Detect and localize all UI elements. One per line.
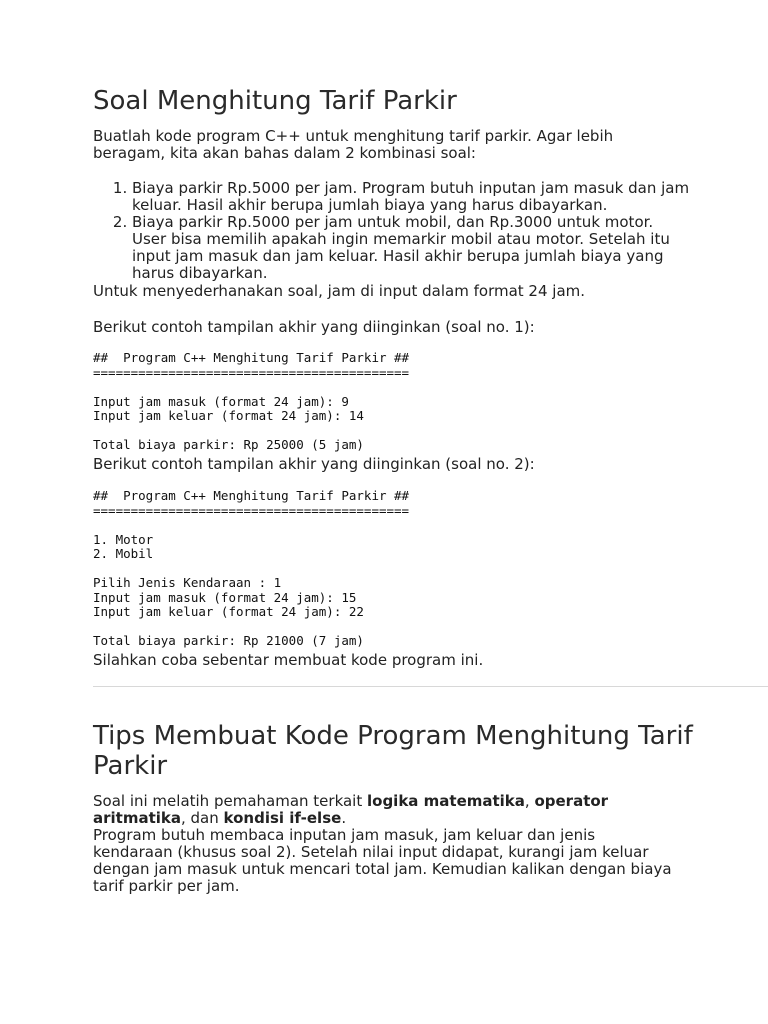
section-divider: [93, 686, 768, 687]
example2-intro: Berikut contoh tampilan akhir yang diinginkan (soal no. 2):: [93, 455, 535, 473]
tips-paragraph: [93, 793, 678, 895]
tips-bold-logika: logika matematika: [367, 792, 525, 810]
simplify-paragraph: Untuk menyederhanakan soal, jam di input dalam format 24 jam.: [93, 282, 586, 300]
tips-end: .: [341, 809, 347, 827]
tips-bold-kondisi: kondisi if-else: [223, 809, 342, 827]
tips-sep-2: , dan: [181, 809, 224, 827]
tips-bold-operator: operator aritmatika: [93, 792, 609, 827]
intro-paragraph: Buatlah kode program C++ untuk menghitung tarif parkir. Agar lebih beragam, kita akan bahas dalam 2 kombinasi soal:: [93, 127, 614, 162]
tips-prefix: Soal ini melatih pemahaman terkait: [93, 792, 367, 810]
example1-code-block: ## Program C++ Menghitung Tarif Parkir ## ========================================== Input jam masuk (format 24 jam): 9 Input jam keluar (format 24 jam): 14 Total biaya parkir: Rp 25000 (5 jam): [93, 350, 410, 452]
soal-list: [93, 180, 692, 282]
try-paragraph: Silahkan coba sebentar membuat kode program ini.: [93, 651, 484, 669]
soal-item-2: 2. Biaya parkir Rp.5000 per jam untuk mobil, dan Rp.3000 untuk motor. User bisa memilih apakah ingin memarkir mobil atau motor. Setelah itu input jam masuk dan jam keluar. Hasil akhir berupa jumlah biaya yang harus dibayarkan.: [132, 214, 692, 282]
example2-code-block: ## Program C++ Menghitung Tarif Parkir ## ========================================== 1. Motor 2. Mobil Pilih Jenis Kendaraan : 1 Input jam masuk (format 24 jam): 15 Input jam keluar (format 24 jam): 22 Total biaya parkir: Rp 21000 (7 jam): [93, 488, 410, 648]
example1-intro: Berikut contoh tampilan akhir yang diinginkan (soal no. 1):: [93, 318, 535, 336]
section-title-soal: Soal Menghitung Tarif Parkir: [93, 86, 457, 116]
section-title-tips: Tips Membuat Kode Program Menghitung Tarif Parkir: [93, 721, 693, 781]
tips-sep-1: ,: [524, 792, 535, 810]
tips-body: Program butuh membaca inputan jam masuk, jam keluar dan jenis kendaraan (khusus soal 2). Setelah nilai input didapat, kurangi jam keluar dengan jam masuk untuk mencari total jam. Kemudian kalikan dengan biaya tarif parkir per jam.: [93, 826, 672, 895]
soal-item-1: 1. Biaya parkir Rp.5000 per jam. Program butuh inputan jam masuk dan jam keluar. Hasil akhir berupa jumlah biaya yang harus dibayarkan.: [132, 180, 692, 214]
